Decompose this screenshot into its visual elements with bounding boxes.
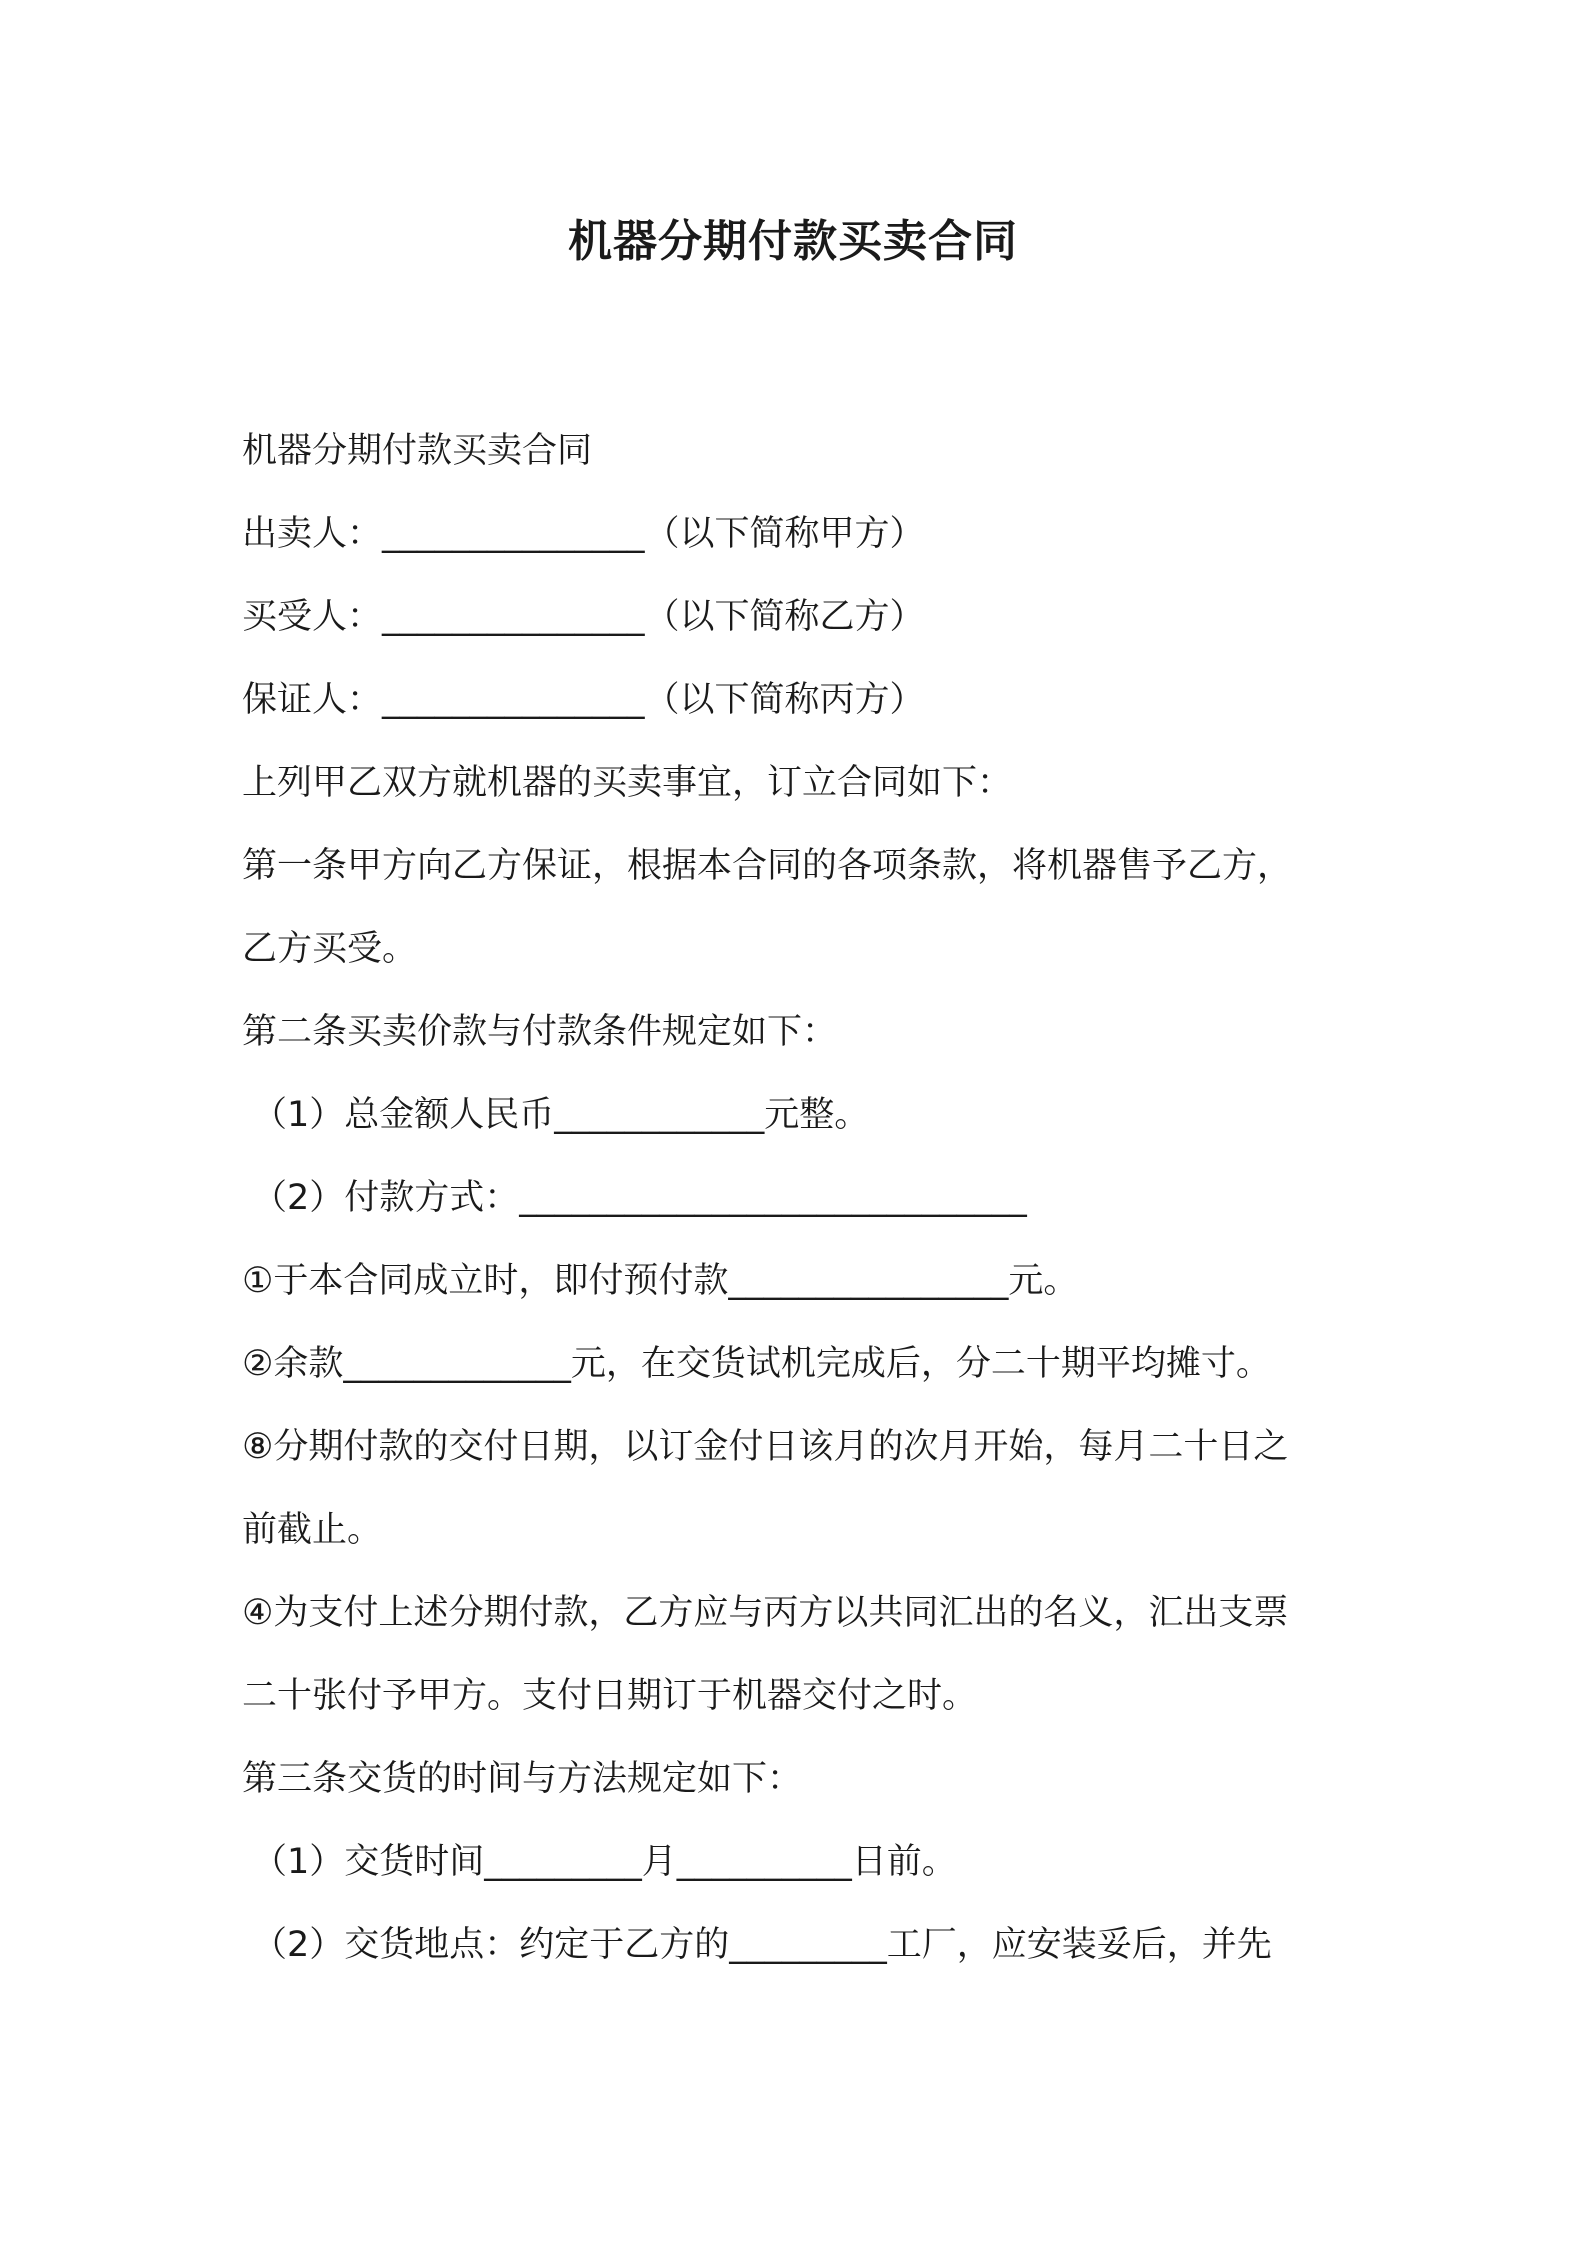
buyer-line: 买受人：_______________（以下简称乙方）: [242, 597, 925, 637]
seller-line: 出卖人：_______________（以下简称甲方）: [242, 514, 925, 554]
article-1-line-cont: 乙方买受。: [242, 929, 418, 969]
article-2-line: 第二条买卖价款与付款条件规定如下：: [242, 1012, 838, 1052]
document-body: [242, 410, 1352, 1987]
payment-item-4-cont: 二十张付予甲方。支付日期订于机器交付之时。: [242, 1676, 978, 1716]
payment-item-2: ②余款_____________元，在交货试机完成后，分二十期平均摊寸。: [242, 1344, 1271, 1384]
payment-item-3-cont: 前截止。: [242, 1510, 383, 1550]
payment-item-4: ④为支付上述分期付款，乙方应与丙方以共同汇出的名义，汇出支票: [242, 1593, 1289, 1633]
article-1-line: 第一条甲方向乙方保证，根据本合同的各项条款，将机器售予乙方，: [242, 846, 1293, 886]
document-title: 机器分期付款买卖合同: [568, 216, 1018, 267]
preamble-line: 上列甲乙双方就机器的买卖事宜，订立合同如下：: [242, 763, 1013, 803]
guarantor-line: 保证人：_______________（以下简称丙方）: [242, 680, 925, 720]
subtitle-line: 机器分期付款买卖合同: [242, 431, 593, 471]
article-2-item-2: （2）付款方式：_____________________________: [252, 1178, 1027, 1218]
article-3-item-2: （2）交货地点：约定于乙方的_________工厂，应安装妥后，并先: [252, 1925, 1272, 1965]
article-3-line: 第三条交货的时间与方法规定如下：: [242, 1759, 803, 1799]
article-2-item-1: （1）总金额人民币____________元整。: [252, 1095, 870, 1135]
article-3-item-1: （1）交货时间_________月__________日前。: [252, 1842, 957, 1882]
payment-item-3: ⑧分期付款的交付日期，以订金付日该月的次月开始，每月二十日之: [242, 1427, 1289, 1467]
payment-item-1: ①于本合同成立时，即付预付款________________元。: [242, 1261, 1079, 1301]
